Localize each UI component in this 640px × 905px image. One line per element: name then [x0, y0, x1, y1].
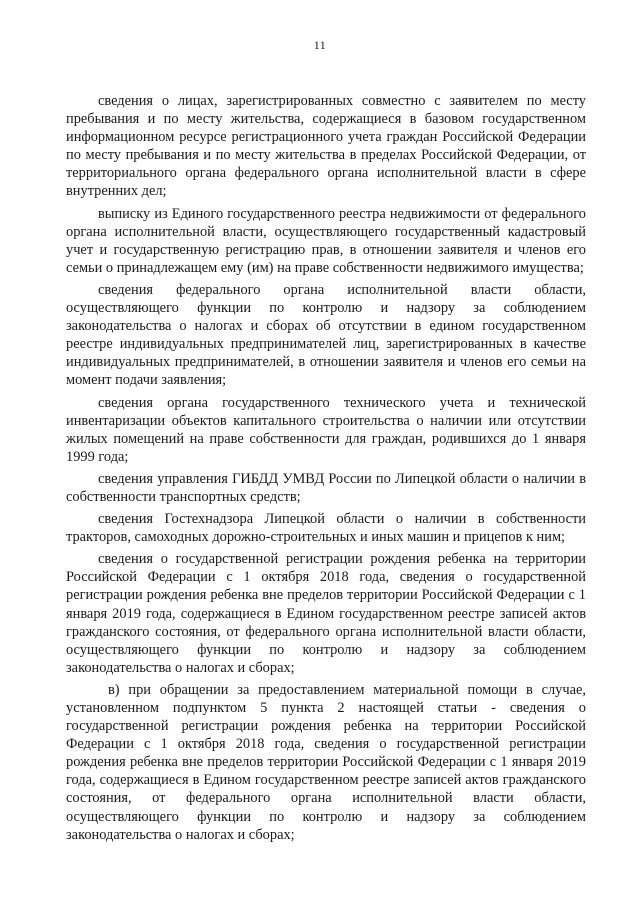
page-number: 11 [313, 38, 327, 52]
paragraph-tractors: сведения Гостехнадзора Липецкой области о наличии в собственности тракторов, самоходных дорожно-строительных и иных машин и прицепов к ним; [66, 511, 586, 546]
paragraph-technical-inventory: сведения органа государственного технического учета и технической инвентаризации объектов капитального строительства о наличии или отсутствии жилых помещений на праве собственности для граждан, родившихся до 1 января 1999 года; [66, 394, 586, 465]
document-body [66, 92, 586, 848]
paragraph-birth-registration: сведения о государственной регистрации рождения ребенка на территории Российской Федерации с 1 октября 2018 года, сведения о государственной регистрации рождения ребенка вне пределов территории Российской Федерации с 1 января 2019 года, содержащиеся в Едином государственном реестре записей актов гражданского состояния, от федерального органа исполнительной власти области, осуществляющего функции по контролю и надзору за соблюдением законодательства о налогах и сборах; [66, 551, 586, 676]
paragraph-vehicles: сведения управления ГИБДД УМВД России по Липецкой области о наличии в собственности транспортных средств; [66, 470, 586, 505]
paragraph-entrepreneur-registry: сведения федерального органа исполнительной власти области, осуществляющего функции по контролю и надзору за соблюдением законодательства о налогах и сборах об отсутствии в едином государственном реестре индивидуальных предпринимателей лиц, зарегистрированных в качестве индивидуальных предпринимателей, в отношении заявителя и членов его семьи на момент подачи заявления; [66, 281, 586, 389]
paragraph-real-estate-extract: выписку из Единого государственного реестра недвижимости от федерального органа исполнительной власти, осуществляющего государственный кадастровый учет и государственную регистрацию прав, в отношении заявителя и членов его семьи о принадлежащем ему (им) на праве собственности недвижимого имущества; [66, 205, 586, 276]
paragraph-item-v: в) при обращении за предоставлением материальной помощи в случае, установленном подпунктом 5 пункта 2 настоящей статьи - сведения о государственной регистрации рождения ребенка на территории Российской Федерации с 1 октября 2018 года, сведения о государственной регистрации рождения ребенка вне пределов территории Российской Федерации с 1 января 2019 года, содержащиеся в Едином государственном реестре записей актов гражданского состояния, от федерального органа исполнительной власти области, осуществляющего функции по контролю и надзору за соблюдением законодательства о налогах и сборах; [66, 681, 586, 843]
paragraph-resident-info: сведения о лицах, зарегистрированных совместно с заявителем по месту пребывания и по месту жительства, содержащиеся в базовом государственном информационном ресурсе регистрационного учета граждан Российской Федерации по месту пребывания и по месту жительства в пределах Российской Федерации, от территориального органа федерального органа исполнительной власти в сфере внутренних дел; [66, 93, 586, 200]
